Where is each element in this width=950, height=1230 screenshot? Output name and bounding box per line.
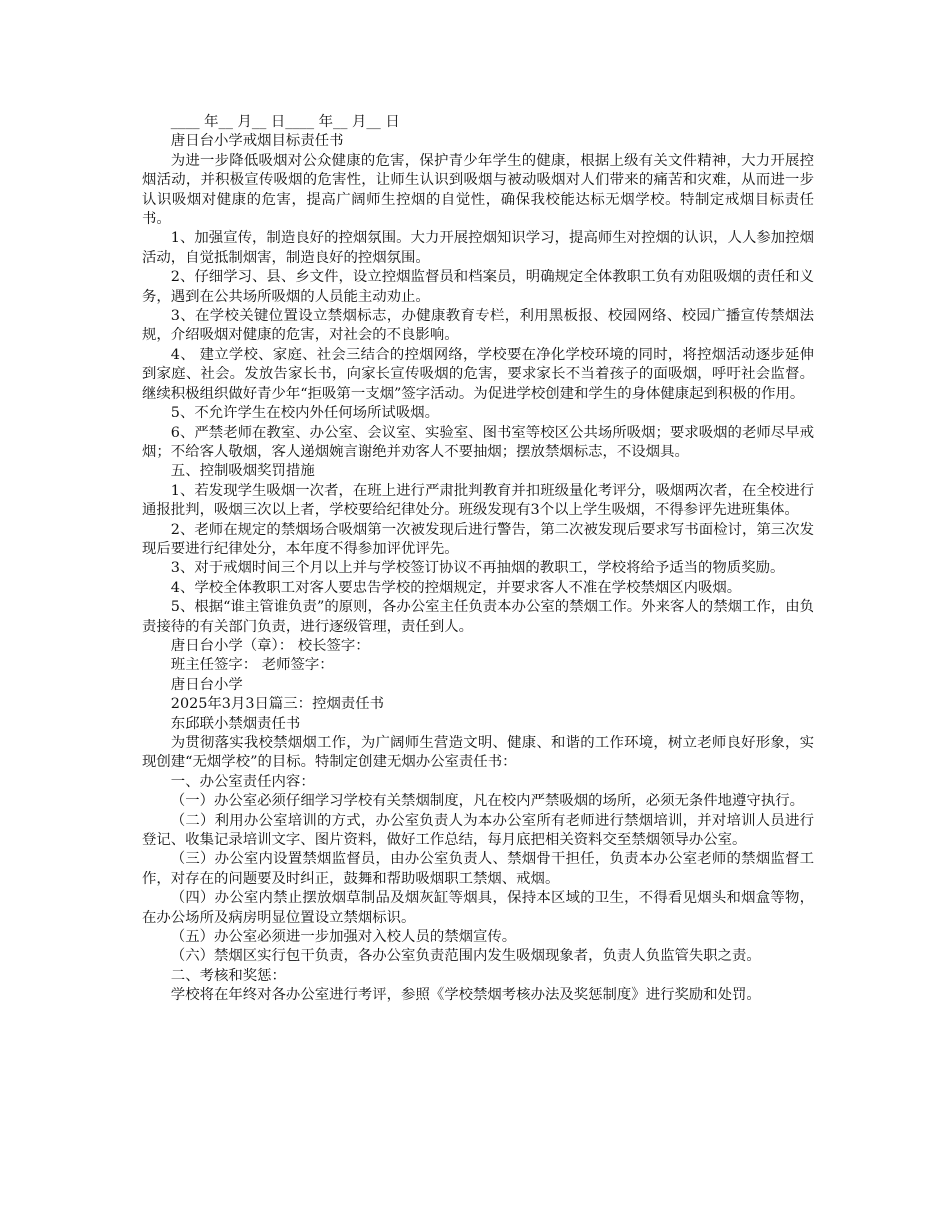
rule-2: 2、老师在规定的禁烟场合吸烟第一次被发现后进行警告，第二次被发现后要求写书面检讨，第三次发现后要进行纪律处分，本年度不得参加评优评先。 (142, 521, 814, 557)
duty-4: （四）办公室内禁止摆放烟草制品及烟灰缸等烟具，保持本区域的卫生，不得看见烟头和烟盒等物，在办公场所及病房明显位置设立禁烟标识。 (142, 890, 814, 926)
second-document-title: 东邱联小禁烟责任书 (170, 715, 301, 732)
section-heading-assessment: 二、考核和奖惩： (170, 967, 286, 984)
assessment-paragraph: 学校将在年终对各办公室进行考评，参照《学校禁烟考核办法及奖惩制度》进行奖励和处罚。 (170, 987, 761, 1004)
duty-6: （六）禁烟区实行包干负责，各办公室负责范围内发生吸烟现象者，负责人负监管失职之责。 (170, 948, 761, 965)
measure-1: 1、加强宣传，制造良好的控烟氛围。大力开展控烟知识学习，提高师生对控烟的认识，人人参加控烟活动，自觉抵制烟害，制造良好的控烟氛围。 (142, 230, 814, 266)
document-page (142, 113, 814, 1006)
school-name-sign-off: 唐日台小学 (170, 676, 243, 693)
duty-5: （五）办公室必须进一步加强对入校人员的禁烟宣传。 (170, 929, 517, 946)
measure-5: 5、不允许学生在校内外任何场所试吸烟。 (170, 405, 439, 422)
document-title: 唐日台小学戒烟目标责任书 (170, 133, 344, 150)
second-intro-paragraph: 为贯彻落实我校禁烟烟工作，为广阔师生营造文明、健康、和谐的工作环境，树立老师良好形象，实现创建“无烟学校”的目标。特制定创建无烟办公室责任书： (142, 735, 814, 771)
measure-3: 3、在学校关键位置设立禁烟标志，办健康教育专栏，利用黑板报、校园网络、校园广播宣传禁烟法规，介绍吸烟对健康的危害，对社会的不良影响。 (142, 308, 814, 344)
measure-2: 2、仔细学习、县、乡文件，设立控烟监督员和档案员，明确规定全体教职工负有劝阻吸烟的责任和义务，遇到在公共场所吸烟的人员能主动劝止。 (142, 269, 814, 305)
teacher-signature-line: 班主任签字： 老师签字： (170, 657, 334, 674)
rule-1: 1、若发现学生吸烟一次者，在班上进行严肃批判教育并扣班级量化考评分，吸烟两次者，在全校进行通报批判，吸烟三次以上者，学校要给纪律处分。班级发现有3个以上学生吸烟，不得参评先进班集体。 (142, 482, 814, 519)
rule-3: 3、对于戒烟时间三个月以上并与学校签订协议不再抽烟的教职工，学校将给予适当的物质奖励。 (170, 560, 785, 577)
date-blanks-line: ____ 年__ 月__ 日____ 年__ 月__ 日 (170, 114, 400, 130)
date-and-part-three-title: 2025年3月3日篇三：控烟责任书 (170, 696, 385, 713)
school-seal-signature-line: 唐日台小学（章）： 校长签字： (170, 637, 370, 654)
section-heading-reward-punishment: 五、控制吸烟奖罚措施 (170, 463, 315, 480)
duty-1: （一）办公室必须仔细学习学校有关禁烟制度，凡在校内严禁吸烟的场所，必须无条件地遵守执行。 (170, 793, 804, 810)
rule-5: 5、根据“谁主管谁负责”的原则，各办公室主任负责本办公室的禁烟工作。外来客人的禁烟工作，由负责接待的有关部门负责，进行逐级管理，责任到人。 (142, 599, 814, 635)
section-heading-office-duties: 一、办公室责任内容： (170, 773, 315, 790)
intro-paragraph: 为进一步降低吸烟对公众健康的危害，保护青少年学生的健康，根据上级有关文件精神，大力开展控烟活动，并积极宣传吸烟的危害性，让师生认识到吸烟与被动吸烟对人们带来的痛苦和灾难，从而进一步认识吸烟对健康的危害，提高广阔师生控烟的自觉性，确保我校能达标无烟学校。特制定戒烟目标责任书。 (142, 152, 814, 228)
duty-2: （二）利用办公室培训的方式，办公室负责人为本办公室所有老师进行禁烟培训，并对培训人员进行登记、收集记录培训文字、图片资料，做好工作总结，每月底把相关资料交至禁烟领导办公室。 (142, 812, 814, 849)
rule-4: 4、学校全体教职工对客人要忠告学校的控烟规定，并要求客人不准在学校禁烟区内吸烟。 (170, 579, 742, 596)
measure-6: 6、严禁老师在教室、办公室、会议室、实验室、图书室等校区公共场所吸烟；要求吸烟的老师尽早戒烟；不给客人敬烟，客人递烟婉言谢绝并劝客人不要抽烟；摆放禁烟标志，不设烟具。 (142, 424, 814, 460)
measure-4: 4、 建立学校、家庭、社会三结合的控烟网络，学校要在净化学校环境的同时，将控烟活动逐步延伸到家庭、社会。发放告家长书，向家长宣传吸烟的危害，要求家长不当着孩子的面吸烟，呼吁社会监督。继续积极组织做好青少年“拒吸第一支烟”签字活动。为促进学校创建和学生的身体健康起到积极的作用。 (142, 346, 814, 402)
duty-3: （三）办公室内设置禁烟监督员，由办公室负责人、禁烟骨干担任，负责本办公室老师的禁烟监督工作，对存在的问题要及时纠正，鼓舞和帮助吸烟职工禁烟、戒烟。 (142, 851, 814, 887)
